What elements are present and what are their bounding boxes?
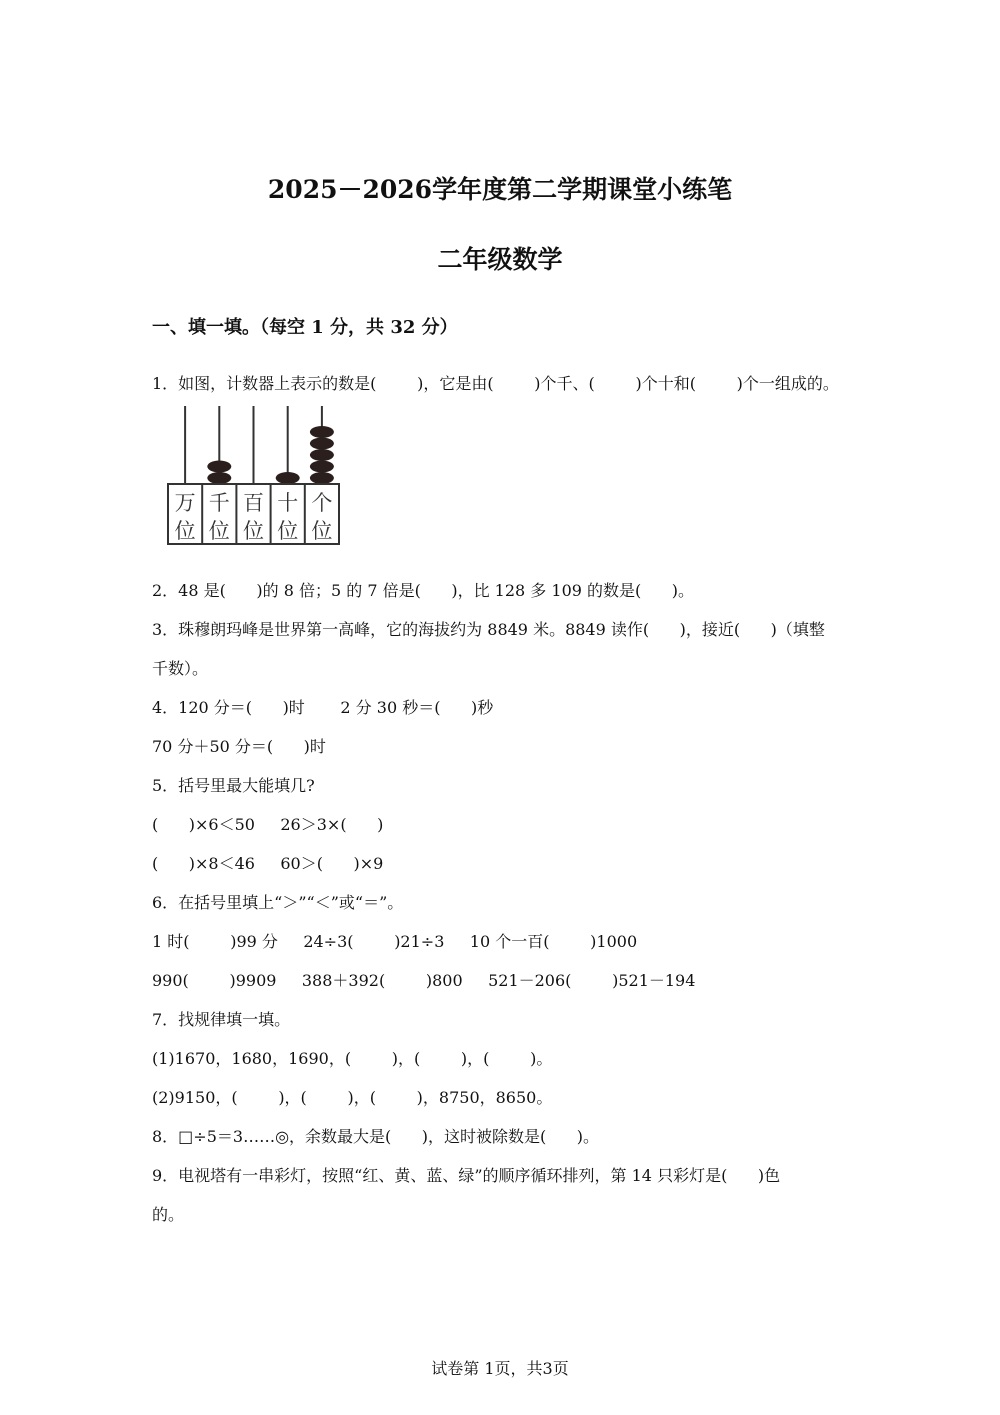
abacus-place-label: 个 — [311, 491, 333, 515]
question-7-line-2: (2)9150，( )，( )，( )，8750，8650。 — [152, 1088, 553, 1107]
abacus-bead — [310, 461, 334, 473]
abacus-bead — [310, 472, 334, 484]
question-4-line-1: 4．120 分＝( )时 2 分 30 秒＝( )秒 — [152, 698, 494, 717]
abacus-bead — [310, 426, 334, 438]
abacus-beads — [207, 426, 334, 484]
abacus-bead — [207, 472, 231, 484]
question-6-line-2: 990( )9909 388＋392( )800 521－206( )521－194 — [152, 971, 696, 990]
question-4-line-2: 70 分＋50 分＝( )时 — [152, 737, 326, 756]
abacus-bead — [207, 461, 231, 473]
abacus-bead — [310, 449, 334, 461]
section-heading: 一、填一填。（每空 1 分，共 32 分） — [152, 317, 458, 338]
abacus-labels — [175, 484, 333, 544]
question-6: 6．在括号里填上“＞”“＜”或“＝”。 — [152, 893, 404, 912]
question-7-line-1: (1)1670，1680，1690，( )，( )，( )。 — [152, 1049, 553, 1068]
question-5-line-1: ( )×6＜50 26＞3×( ) — [152, 815, 384, 834]
question-9-line-1: 9．电视塔有一串彩灯，按照“红、黄、蓝、绿”的顺序循环排列，第 14 只彩灯是( )色 — [152, 1166, 781, 1185]
abacus-bead — [310, 438, 334, 450]
question-3-line-1: 3．珠穆朗玛峰是世界第一高峰，它的海拔约为 8849 米。8849 读作( )，接近( )（填整 — [152, 620, 825, 639]
abacus-place-label: 位 — [174, 519, 196, 543]
exam-subtitle: 二年级数学 — [437, 245, 563, 274]
abacus-place-label: 位 — [277, 519, 299, 543]
abacus-place-label: 千 — [208, 491, 230, 515]
question-3-line-2: 千数）。 — [152, 659, 209, 678]
question-8: 8．□÷5＝3……◎，余数最大是( )，这时被除数是( )。 — [152, 1127, 600, 1146]
abacus-place-label: 位 — [208, 519, 230, 543]
page-footer: 试卷第 1页，共3页 — [431, 1359, 569, 1378]
abacus-rods — [185, 406, 322, 484]
abacus-place-label: 位 — [311, 519, 333, 543]
abacus-svg — [166, 404, 344, 548]
abacus-place-label: 位 — [243, 519, 264, 543]
exam-title: 2025－2026学年度第二学期课堂小练笔 — [267, 175, 733, 204]
question-1: 1．如图，计数器上表示的数是( )，它是由( )个千、( )个十和( )个一组成的。 — [152, 374, 839, 393]
question-7: 7．找规律填一填。 — [152, 1010, 291, 1029]
question-2: 2．48 是( )的 8 倍；5 的 7 倍是( )，比 128 多 109 的数是( )。 — [152, 581, 695, 600]
abacus-figure — [166, 404, 344, 552]
abacus-bead — [276, 472, 300, 484]
abacus-place-label: 百 — [243, 491, 264, 515]
question-5: 5．括号里最大能填几? — [152, 776, 315, 795]
abacus-place-label: 十 — [277, 491, 299, 515]
question-9-line-2: 的。 — [152, 1205, 185, 1224]
question-6-line-1: 1 时( )99 分 24÷3( )21÷3 10 个一百( )1000 — [152, 932, 638, 951]
question-5-line-2: ( )×8＜46 60＞( )×9 — [152, 854, 384, 873]
abacus-place-label: 万 — [174, 491, 196, 515]
